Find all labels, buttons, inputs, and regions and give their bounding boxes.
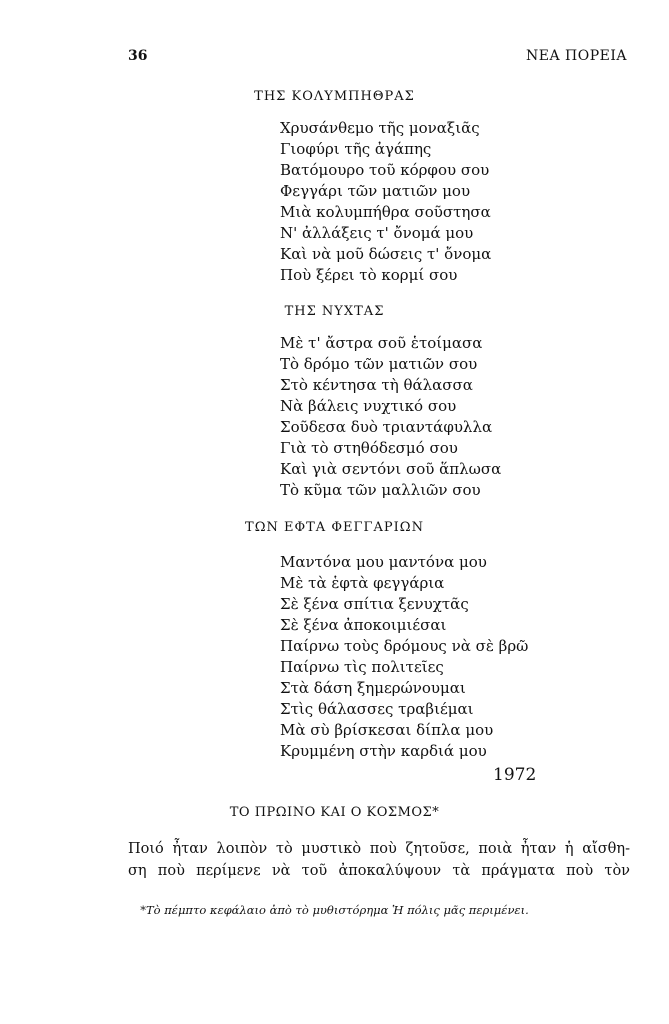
poem-line: Βατόμουρο τοῦ κόρφου σου bbox=[280, 161, 490, 179]
poem-line: Κρυμμένη στὴν καρδιά μου bbox=[280, 742, 487, 760]
page-number: 36 bbox=[128, 48, 148, 64]
poem-line: Καὶ νὰ μοῦ δώσεις τ' ὄνομα bbox=[280, 245, 492, 263]
poem-title: ΤΗΣ ΚΟΛΥΜΠΗΘΡΑΣ bbox=[254, 89, 415, 104]
poem-line: Μαντόνα μου μαντόνα μου bbox=[280, 553, 487, 571]
poem-line: Γιοφύρι τῆς ἀγάπης bbox=[280, 140, 432, 158]
poem-line: Στὰ δάση ξημερώνουμαι bbox=[280, 679, 466, 697]
poem-line: Χρυσάνθεμο τῆς μοναξιᾶς bbox=[280, 119, 480, 137]
poem-line: Παίρνω τοὺς δρόμους νὰ σὲ βρῶ bbox=[280, 637, 529, 655]
poem-line: Σὲ ξένα σπίτια ξενυχτᾶς bbox=[280, 595, 469, 613]
running-header-title: ΝΕΑ ΠΟΡΕΙΑ bbox=[526, 48, 627, 64]
poem-line: Μὲ τ' ἄστρα σοῦ ἑτοίμασα bbox=[280, 334, 483, 352]
poem-line: Σοῦδεσα δυὸ τριαντάφυλλα bbox=[280, 418, 493, 436]
poem-line: Ποὺ ξέρει τὸ κορμί σου bbox=[280, 266, 458, 284]
prose-line: Ποιό ἦταν λοιπὸν τὸ μυστικὸ ποὺ ζητοῦσε, ποιὰ ἦταν ἡ αἴσθη- bbox=[128, 841, 630, 857]
poem-line: Στὸ κέντησα τὴ θάλασσα bbox=[280, 376, 473, 394]
poem-year: 1972 bbox=[493, 765, 537, 785]
poem-line: Ν' ἀλλάξεις τ' ὄνομά μου bbox=[280, 224, 474, 242]
footnote: *Τὸ πέμπτο κεφάλαιο ἀπὸ τὸ μυθιστόρημα Ἡ πόλις μᾶς περιμένει. bbox=[140, 903, 529, 917]
poem-line: Φεγγάρι τῶν ματιῶν μου bbox=[280, 182, 471, 200]
poem-line: Γιὰ τὸ στηθόδεσμό σου bbox=[280, 439, 458, 457]
poem-line: Τὸ δρόμο τῶν ματιῶν σου bbox=[280, 355, 478, 373]
poem-line: Μὲ τὰ ἑφτὰ φεγγάρια bbox=[280, 574, 445, 592]
poem-title: ΤΗΣ ΝΥΧΤΑΣ bbox=[284, 304, 385, 319]
poem-stanza bbox=[280, 333, 580, 501]
prose-paragraph bbox=[128, 838, 630, 882]
poem-stanza bbox=[280, 118, 580, 286]
poem-line: Στὶς θάλασσες τραβιέμαι bbox=[280, 700, 474, 718]
poem-line: Τὸ κῦμα τῶν μαλλιῶν σου bbox=[280, 481, 481, 499]
poem-line: Καὶ γιὰ σεντόνι σοῦ ἅπλωσα bbox=[280, 460, 502, 478]
poem-line: Σὲ ξένα ἀποκοιμιέσαι bbox=[280, 616, 447, 634]
poem-line: Μὰ σὺ βρίσκεσαι δίπλα μου bbox=[280, 721, 494, 739]
poem-line: Μιὰ κολυμπήθρα σοῦστησα bbox=[280, 203, 491, 221]
poem-line: Παίρνω τὶς πολιτεῖες bbox=[280, 658, 444, 676]
poem-title: ΤΩΝ ΕΦΤΑ ΦΕΓΓΑΡΙΩΝ bbox=[245, 520, 424, 535]
poem-line: Νὰ βάλεις νυχτικό σου bbox=[280, 397, 457, 415]
poem-stanza bbox=[280, 552, 580, 762]
section-title: ΤΟ ΠΡΩΙΝΟ ΚΑΙ Ο ΚΟΣΜΟΣ* bbox=[229, 805, 440, 820]
prose-line: ση ποὺ περίμενε νὰ τοῦ ἀποκαλύψουν τὰ πράγματα ποὺ τὸν bbox=[128, 863, 630, 879]
